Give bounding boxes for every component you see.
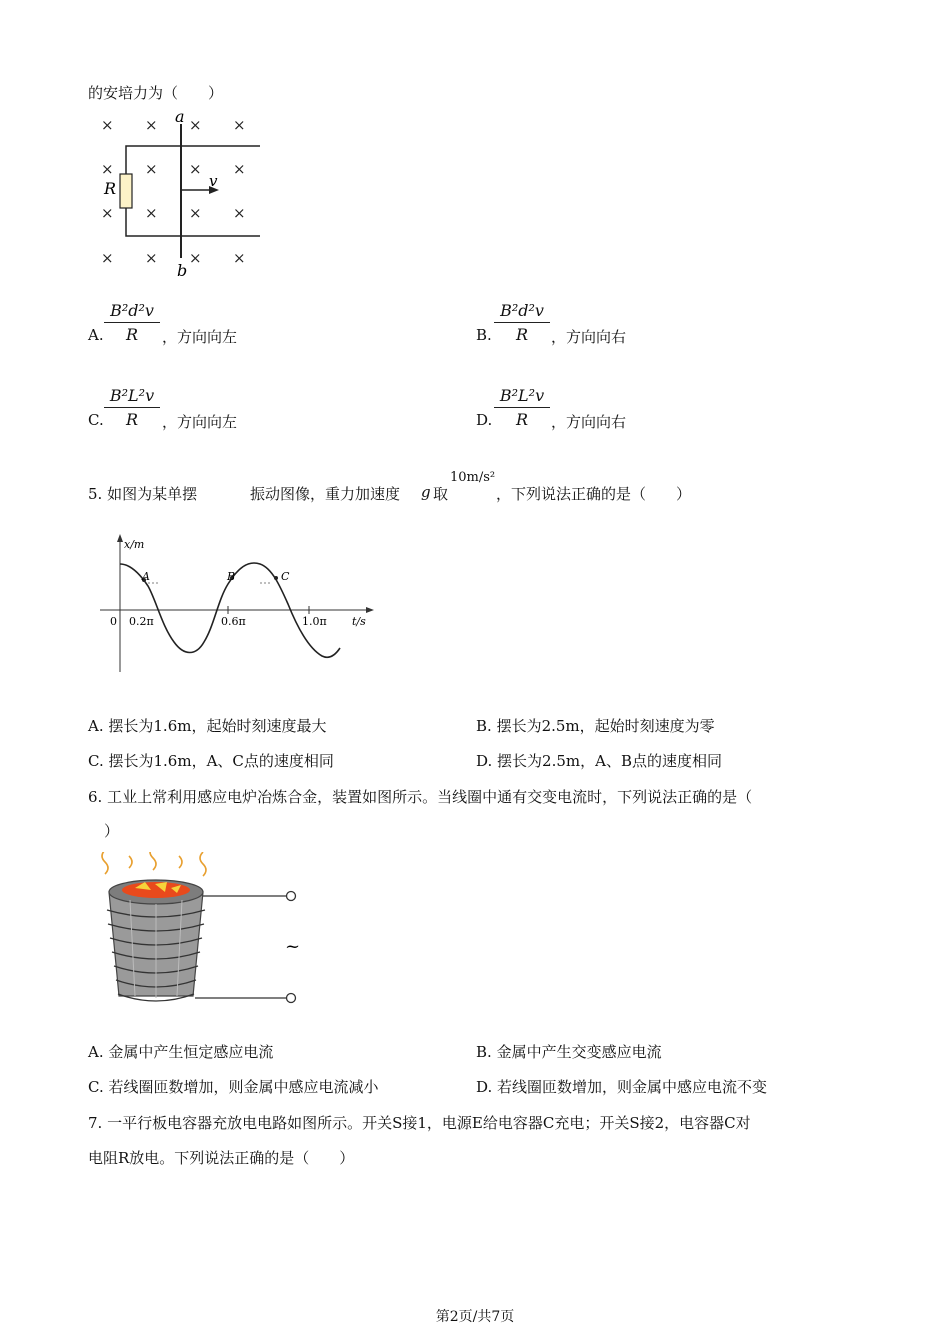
q5-stem-part3: 取 (433, 485, 449, 503)
q5-g-symbol: g (421, 483, 431, 501)
field-cross: × (101, 116, 114, 134)
tick-label: 0.6π (221, 615, 246, 628)
fraction-numerator: B²L²v (109, 386, 155, 405)
field-cross: × (233, 160, 246, 178)
label-r: R (104, 179, 117, 198)
q7-stem-line1: 7. 一平行板电容器充放电电路如图所示。开关S接1，电源E给电容器C充电；开关S接2，电容器C对 (88, 1114, 751, 1132)
point-b-label: B (227, 570, 236, 583)
option-letter: B. (476, 717, 492, 735)
q4-circuit-figure (95, 108, 275, 283)
q4-option-d-text: ，方向向右 (551, 413, 627, 431)
fraction-numerator: B²d²v (110, 301, 154, 320)
field-cross: × (233, 204, 246, 222)
page-footer: 第2页/共7页 (435, 1309, 515, 1325)
t-axis-label: t/s (352, 615, 366, 628)
q4-option-b-fraction (494, 301, 550, 344)
q4-option-c-letter: C. (88, 411, 104, 429)
q4-option-a-fraction (104, 301, 160, 344)
option-text: 摆长为1.6m，起始时刻速度最大 (108, 717, 327, 735)
field-cross: × (145, 204, 158, 222)
field-cross: × (189, 249, 202, 267)
field-cross: × (189, 204, 202, 222)
field-cross: × (189, 160, 202, 178)
y-axis-label: x/m (124, 538, 145, 551)
q4-option-a-letter: A. (88, 326, 104, 344)
option-text: 若线圈匝数增加，则金属中感应电流不变 (497, 1078, 768, 1096)
fraction-denominator: R (125, 325, 139, 344)
q4-option-a-text: ，方向向左 (162, 328, 238, 346)
option-letter: A. (88, 1043, 104, 1061)
q4-stem-tail: 的安培力为（ ） (88, 84, 224, 102)
field-cross: × (145, 116, 158, 134)
q5-option-b (476, 715, 715, 736)
field-cross: × (233, 249, 246, 267)
label-a: a (175, 108, 185, 126)
q4-option-b-letter: B. (476, 326, 492, 344)
ac-symbol: ~ (285, 936, 301, 957)
field-cross: × (233, 116, 246, 134)
field-cross: × (189, 116, 202, 134)
q5-option-a (88, 715, 326, 736)
field-cross: × (101, 160, 114, 178)
label-v: v (209, 172, 218, 190)
option-letter: C. (88, 1078, 104, 1096)
option-text: 若线圈匝数增加，则金属中感应电流减小 (108, 1078, 379, 1096)
origin-label: 0 (110, 615, 117, 628)
q5-stem-part4: ，下列说法正确的是（ ） (496, 485, 692, 503)
q4-option-d-fraction (494, 386, 550, 429)
option-text: 摆长为1.6m，A、C点的速度相同 (108, 752, 334, 770)
field-cross: × (145, 160, 158, 178)
q4-option-c-text: ，方向向左 (162, 413, 238, 431)
field-cross: × (101, 204, 114, 222)
q6-option-d (476, 1076, 767, 1097)
q5-option-c (88, 750, 334, 771)
q5-g-value: 10m/s² (450, 470, 496, 485)
q7-stem-line2: 电阻R放电。下列说法正确的是（ ） (88, 1149, 355, 1167)
option-letter: D. (476, 752, 493, 770)
q6-induction-furnace-figure (95, 852, 305, 1012)
terminal-top (287, 892, 296, 901)
fraction-denominator: R (125, 410, 139, 429)
q6-stem-line1: 6. 工业上常利用感应电炉冶炼合金，装置如图所示。当线圈中通有交变电流时，下列说法正确的是（ (88, 788, 753, 806)
q5-stem-part1: 5. 如图为某单摆 (88, 485, 198, 503)
q4-option-c-fraction (104, 386, 160, 429)
option-letter: A. (88, 717, 104, 735)
fraction-denominator: R (515, 325, 529, 344)
point-c-marker (274, 576, 278, 580)
q6-option-a (88, 1041, 273, 1062)
option-text: 金属中产生恒定感应电流 (108, 1043, 274, 1061)
q6-option-c (88, 1076, 379, 1097)
option-text: 金属中产生交变感应电流 (496, 1043, 662, 1061)
fraction-numerator: B²L²v (499, 386, 545, 405)
q5-option-d (476, 750, 722, 771)
q6-option-b (476, 1041, 662, 1062)
fraction-numerator: B²d²v (500, 301, 544, 320)
option-text: 摆长为2.5m，A、B点的速度相同 (497, 752, 722, 770)
option-text: 摆长为2.5m，起始时刻速度为零 (496, 717, 715, 735)
option-letter: C. (88, 752, 104, 770)
point-a-label: A (142, 570, 150, 583)
fraction-denominator: R (515, 410, 529, 429)
q6-stem-line2: ） (104, 822, 120, 840)
tick-label: 1.0π (302, 615, 327, 628)
q5-stem-part2: 振动图像，重力加速度 (250, 485, 401, 503)
q5-vibration-graph (96, 530, 386, 678)
label-b: b (177, 261, 188, 280)
field-cross: × (101, 249, 114, 267)
point-c-label: C (281, 570, 290, 583)
q4-option-b-text: ，方向向右 (551, 328, 627, 346)
tick-label: 0.2π (129, 615, 154, 628)
q4-option-d-letter: D. (476, 411, 493, 429)
field-cross: × (145, 249, 158, 267)
terminal-bottom (287, 994, 296, 1003)
option-letter: D. (476, 1078, 493, 1096)
option-letter: B. (476, 1043, 492, 1061)
